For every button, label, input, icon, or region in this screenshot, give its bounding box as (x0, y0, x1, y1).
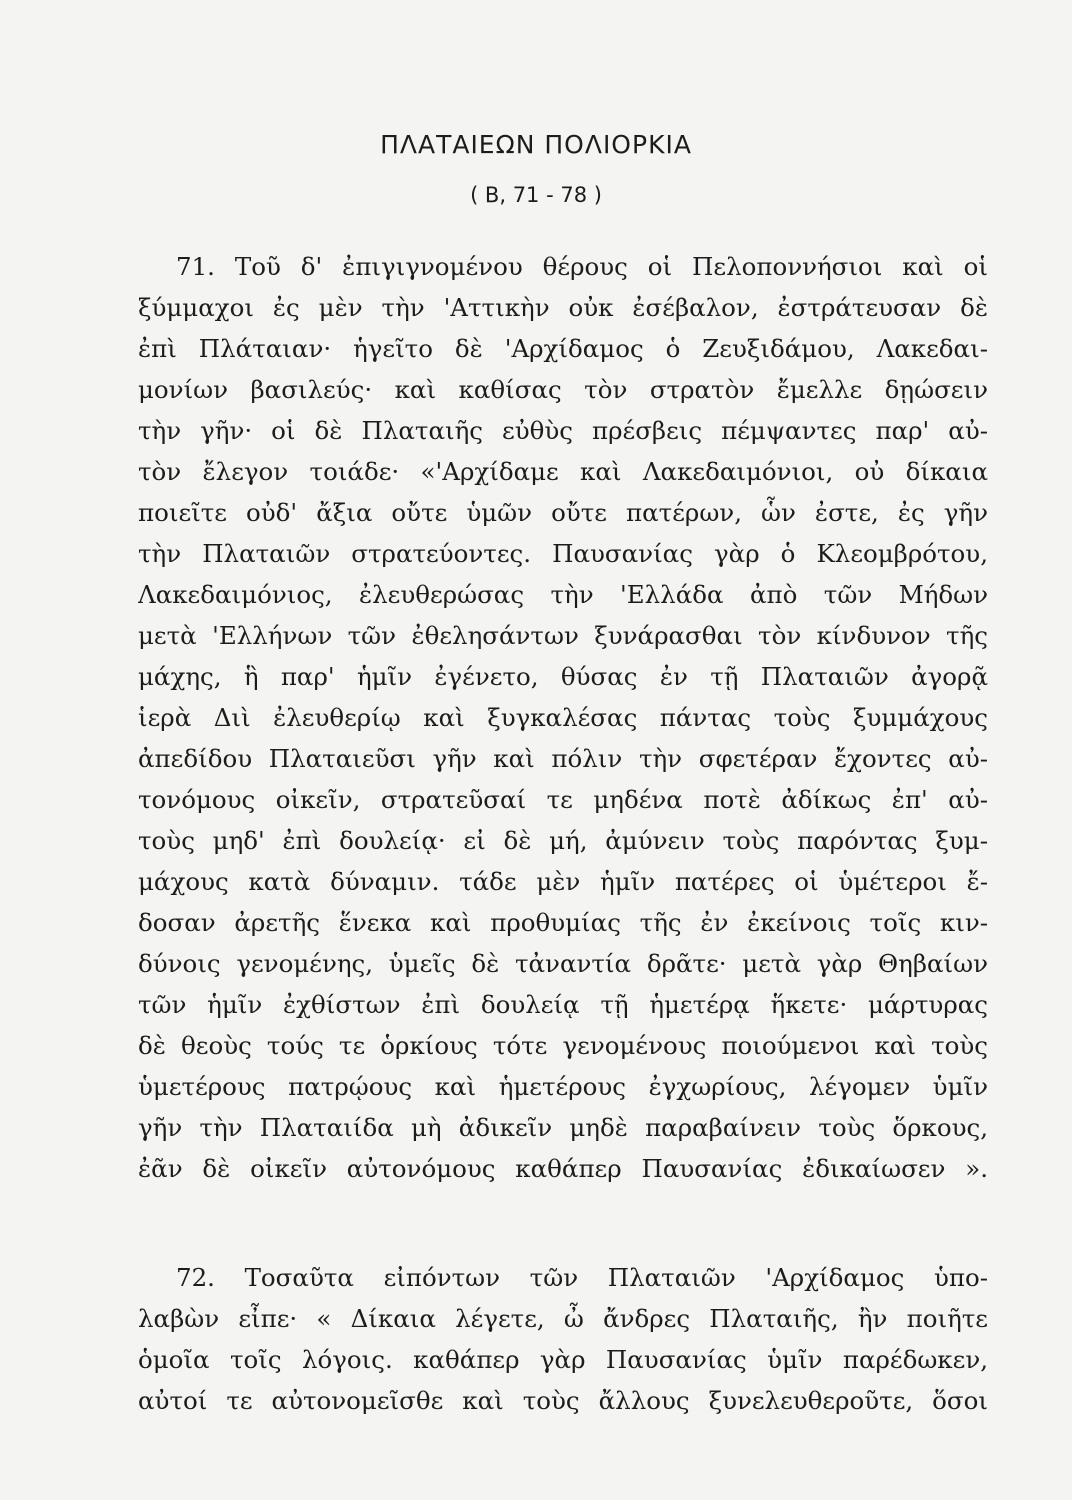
text-line: ὁμοῖα τοῖς λόγοις. καθάπερ γὰρ Παυσανίας ὑμῖν παρέδωκεν, (138, 1345, 988, 1374)
text-line: δὲ θεοὺς τούς τε ὁρκίους τότε γενομένους ποιούμενοι καὶ τοὺς (138, 1031, 988, 1060)
text-line: Λακεδαιμόνιος, ἐλευθερώσας τὴν 'Ελλάδα ἀπὸ τῶν Μήδων (138, 580, 988, 609)
paragraph-71 (138, 246, 988, 1189)
text-line: ποιεῖτε οὐδ' ἄξια οὔτε ὑμῶν οὔτε πατέρων, ὧν ἐστε, ἐς γῆν (138, 498, 988, 527)
text-line: δύνοις γενομένης, ὑμεῖς δὲ τἀναντία δρᾶτε· μετὰ γὰρ Θηβαίων (138, 949, 988, 978)
text-line: τὴν γῆν· οἱ δὲ Πλαταιῆς εὐθὺς πρέσβεις πέμψαντες παρ' αὐ- (138, 416, 988, 445)
text-line: τὸν ἔλεγον τοιάδε· «'Αρχίδαμε καὶ Λακεδαιμόνιοι, οὐ δίκαια (138, 457, 988, 486)
text-line: τοὺς μηδ' ἐπὶ δουλείᾳ· εἰ δὲ μή, ἀμύνειν τοὺς παρόντας ξυμ- (138, 826, 988, 855)
text-line: αὐτοί τε αὐτονομεῖσθε καὶ τοὺς ἄλλους ξυνελευθεροῦτε, ὅσοι (138, 1386, 988, 1415)
text-line: μονίων βασιλεύς· καὶ καθίσας τὸν στρατὸν ἔμελλε δῃώσειν (138, 375, 988, 404)
text-line: ἀπεδίδου Πλαταιεῦσι γῆν καὶ πόλιν τὴν σφετέραν ἔχοντες αὐ- (138, 744, 988, 773)
text-line: τὴν Πλαταιῶν στρατεύοντες. Παυσανίας γὰρ ὁ Κλεομβρότου, (138, 539, 988, 568)
text-line: μάχης, ἣ παρ' ἡμῖν ἐγένετο, θύσας ἐν τῇ Πλαταιῶν ἀγορᾷ (138, 662, 988, 691)
text-line: μάχους κατὰ δύναμιν. τάδε μὲν ἡμῖν πατέρες οἱ ὑμέτεροι ἔ- (138, 867, 988, 896)
chapter-reference: ( Β, 71 - 78 ) (470, 183, 602, 207)
chapter-title: ΠΛΑΤΑΙΕΩΝ ΠΟΛΙΟΡΚΙΑ (380, 130, 692, 159)
paragraph-72 (138, 1257, 988, 1421)
text-line: ἐᾶν δὲ οἰκεῖν αὐτονόμους καθάπερ Παυσανίας ἐδικαίωσεν ». (138, 1154, 988, 1183)
text-line: γῆν τὴν Πλαταιίδα μὴ ἀδικεῖν μηδὲ παραβαίνειν τοὺς ὅρκους, (138, 1113, 988, 1142)
text-line: τῶν ἡμῖν ἐχθίστων ἐπὶ δουλείᾳ τῇ ἡμετέρᾳ ἥκετε· μάρτυρας (138, 990, 988, 1019)
text-line: λαβὼν εἶπε· « Δίκαια λέγετε, ὦ ἄνδρες Πλαταιῆς, ἢν ποιῆτε (138, 1304, 988, 1333)
text-line: 72. Τοσαῦτα εἰπόντων τῶν Πλαταιῶν 'Αρχίδαμος ὑπο- (176, 1263, 988, 1292)
text-line: ξύμμαχοι ἐς μὲν τὴν 'Αττικὴν οὐκ ἐσέβαλον, ἐστράτευσαν δὲ (138, 293, 988, 322)
text-line: 71. Τοῦ δ' ἐπιγιγνομένου θέρους οἱ Πελοποννήσιοι καὶ οἱ (176, 252, 988, 281)
text-line: ἐπὶ Πλάταιαν· ἡγεῖτο δὲ 'Αρχίδαμος ὁ Ζευξιδάμου, Λακεδαι- (138, 334, 988, 363)
text-line: ὑμετέρους πατρῴους καὶ ἡμετέρους ἐγχωρίους, λέγομεν ὑμῖν (138, 1072, 988, 1101)
text-line: μετὰ 'Ελλήνων τῶν ἐθελησάντων ξυνάρασθαι τὸν κίνδυνον τῆς (138, 621, 988, 650)
text-line: τονόμους οἰκεῖν, στρατεῦσαί τε μηδένα ποτὲ ἀδίκως ἐπ' αὐ- (138, 785, 988, 814)
text-line: ἱερὰ Διὶ ἐλευθερίῳ καὶ ξυγκαλέσας πάντας τοὺς ξυμμάχους (138, 703, 988, 732)
text-line: δοσαν ἀρετῆς ἕνεκα καὶ προθυμίας τῆς ἐν ἐκείνοις τοῖς κιν- (138, 908, 988, 937)
